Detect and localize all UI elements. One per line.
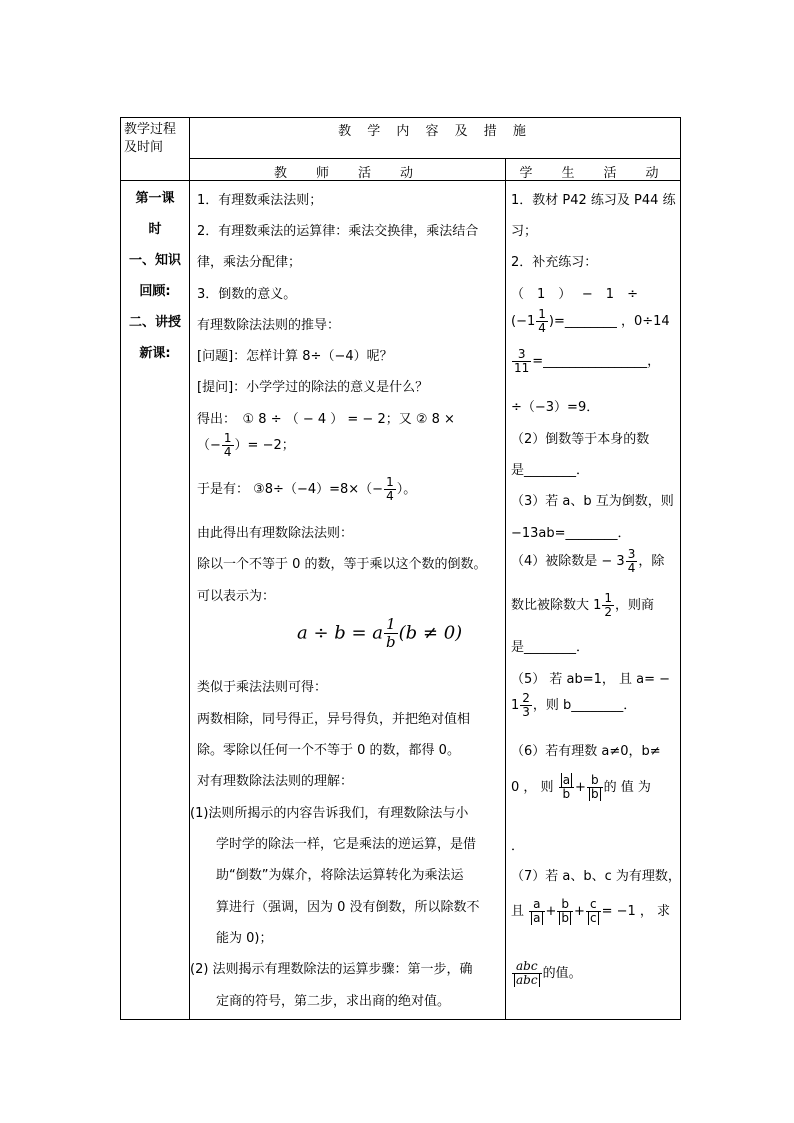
student-line: −13ab=________．: [511, 526, 631, 541]
teacher-line: 学时学的除法一样，它是乘法的逆运算，是借: [216, 837, 477, 852]
student-line: 2．补充练习：: [511, 255, 598, 270]
student-line: （5） 若 ab=1， 且 a= −: [511, 672, 671, 687]
division-formula: a ÷ b = a $\frac{1}{b}$ (b ≠ 0): [297, 615, 463, 651]
teacher-line-fraction: （− $\frac{1}{4}$ ）= −2；: [197, 431, 295, 459]
section-label-lesson-1: 第一课: [135, 191, 175, 206]
fraction-one-quarter: $\frac{1}{4}$: [223, 431, 232, 459]
teacher-line: 律，乘法分配律；: [197, 255, 302, 270]
student-line: 习；: [511, 224, 538, 239]
fraction-abc-over-abs-abc: $\frac{\text{abc}}{\text{abc}}$: [512, 960, 542, 987]
teacher-line: 3．倒数的意义。: [197, 287, 297, 302]
student-line-fraction: 1 $\frac{2}{3}$ ，则 b________．: [511, 691, 637, 719]
teacher-line: 类似于乘法法则可得：: [197, 680, 328, 695]
row-divider-header: [189, 158, 681, 159]
teacher-line: 除以一个不等于 0 的数，等于乘以这个数的倒数。: [197, 557, 487, 572]
student-line: 1．教材 P42 练习及 P44 练: [511, 193, 676, 208]
teacher-line: [提问]：小学学过的除法的意义是什么？: [197, 380, 429, 395]
student-line: （7）若 a、b、c 为有理数，: [511, 869, 681, 884]
teacher-line: 可以表示为：: [197, 589, 276, 604]
teacher-line: 算进行（强调，因为 0 没有倒数，所以除数不: [216, 900, 480, 915]
teacher-line: 对有理数除法法则的理解：: [197, 774, 354, 789]
fraction-one-over-b: $\frac{1}{b}$: [386, 615, 396, 651]
teacher-line: 得出： ① 8 ÷ （ − 4 ） = − 2；又 ② 8 ×: [197, 412, 455, 427]
student-line: （3）若 a、b 互为倒数，则: [511, 494, 674, 509]
teacher-line: 除。零除以任何一个不等于 0 的数，都得 0。: [197, 743, 460, 758]
fraction-three-elevenths: $\frac{3}{11}$: [514, 347, 530, 375]
header-student-activity: 学 生 活 动: [519, 166, 667, 181]
teacher-line: 有理数除法法则的推导：: [197, 318, 341, 333]
header-left-title-1: 教学过程: [124, 122, 177, 137]
student-line-fraction: 且 $\frac{a}{a}$ + $\frac{b}{b}$ + $\frac{c}{c}$ = −1 ， 求: [511, 897, 671, 925]
section-labels: [121, 183, 189, 369]
student-line-fraction: (−1 $\frac{1}{4}$ )=________ ，0÷14: [511, 307, 670, 335]
teacher-line: 两数相除，同号得正，异号得负，并把绝对值相: [197, 712, 471, 727]
student-line-fraction: （4）被除数是 − 3 $\frac{3}{4}$ ，除: [511, 547, 665, 575]
student-line-fraction: 数比被除数大 1 $\frac{1}{2}$ ，则商: [511, 591, 655, 619]
section-label-review-2: 回顾:: [139, 284, 171, 299]
header-left-title-2: 及时间: [124, 140, 164, 155]
teacher-line-fraction: 于是有： ③8÷（−4）=8×（− $\frac{1}{4}$ ）。: [197, 475, 417, 503]
section-label-review-1: 一、知识: [128, 253, 181, 268]
student-line: ÷（−3）=9．: [511, 400, 600, 415]
teacher-line: [问题]：怎样计算 8÷（−4）呢？: [197, 349, 393, 364]
fraction-b-over-abs-b: $\frac{b}{b}$: [587, 774, 603, 801]
teacher-line: 定商的符号，第二步，求出商的绝对值。: [216, 994, 451, 1009]
teacher-line: 由此得出有理数除法法则：: [197, 526, 354, 541]
student-line: （2）倒数等于本身的数: [511, 432, 650, 447]
col-divider-left: [189, 117, 190, 1020]
student-line-fraction: 0 ， 则 $\frac{a}{b}$ + $\frac{b}{b}$ 的 值 为: [511, 773, 651, 801]
teacher-line: (2) 法则揭示有理数除法的运算步骤：第一步，确: [190, 962, 473, 977]
teacher-line: 1．有理数乘法法则；: [197, 193, 323, 208]
teacher-line: 2．有理数乘法的运算律：乘法交换律，乘法结合: [197, 224, 479, 239]
teacher-line: 助“倒数”为媒介，将除法运算转化为乘法运: [216, 868, 464, 883]
student-line: 是________．: [511, 640, 590, 655]
student-line: （ 1 ） − 1 ÷: [511, 287, 638, 302]
fraction-one-quarter: $\frac{1}{4}$: [538, 307, 546, 335]
section-label-teach-2: 新课:: [139, 346, 171, 361]
section-label-lesson-2: 时: [148, 222, 162, 237]
fraction-abs-a-over-b: $\frac{a}{b}$: [559, 774, 574, 801]
fraction-one-half: $\frac{1}{2}$: [604, 591, 613, 619]
fraction-c-over-abs-c: $\frac{c}{c}$: [586, 898, 601, 925]
fraction-one-quarter: $\frac{1}{4}$: [386, 475, 394, 503]
teacher-line: 能为 0)；: [216, 931, 273, 946]
fraction-two-thirds: $\frac{2}{3}$: [522, 691, 530, 719]
col-divider-right: [505, 158, 506, 1020]
fraction-a-over-abs-a: $\frac{a}{a}$: [529, 898, 544, 925]
teacher-line: (1)法则所揭示的内容告诉我们，有理数除法与小: [190, 806, 469, 821]
student-line-fraction: $\frac{\text{abc}}{\text{abc}}$ 的值。: [511, 960, 582, 987]
student-line-fraction: $\frac{3}{11}$ =________________，: [514, 347, 661, 375]
student-line: 是________．: [511, 463, 590, 478]
student-line: （6）若有理数 a≠0，b≠: [511, 744, 661, 759]
fraction-b-over-abs-b: $\frac{b}{b}$: [557, 898, 573, 925]
fraction-three-quarters: $\frac{3}{4}$: [627, 547, 636, 575]
header-main-title: 教 学 内 容 及 措 施: [338, 124, 532, 139]
section-label-teach-1: 二、讲授: [128, 315, 181, 330]
header-teacher-activity: 教 师 活 动: [273, 166, 421, 181]
student-line: ．: [511, 839, 525, 854]
